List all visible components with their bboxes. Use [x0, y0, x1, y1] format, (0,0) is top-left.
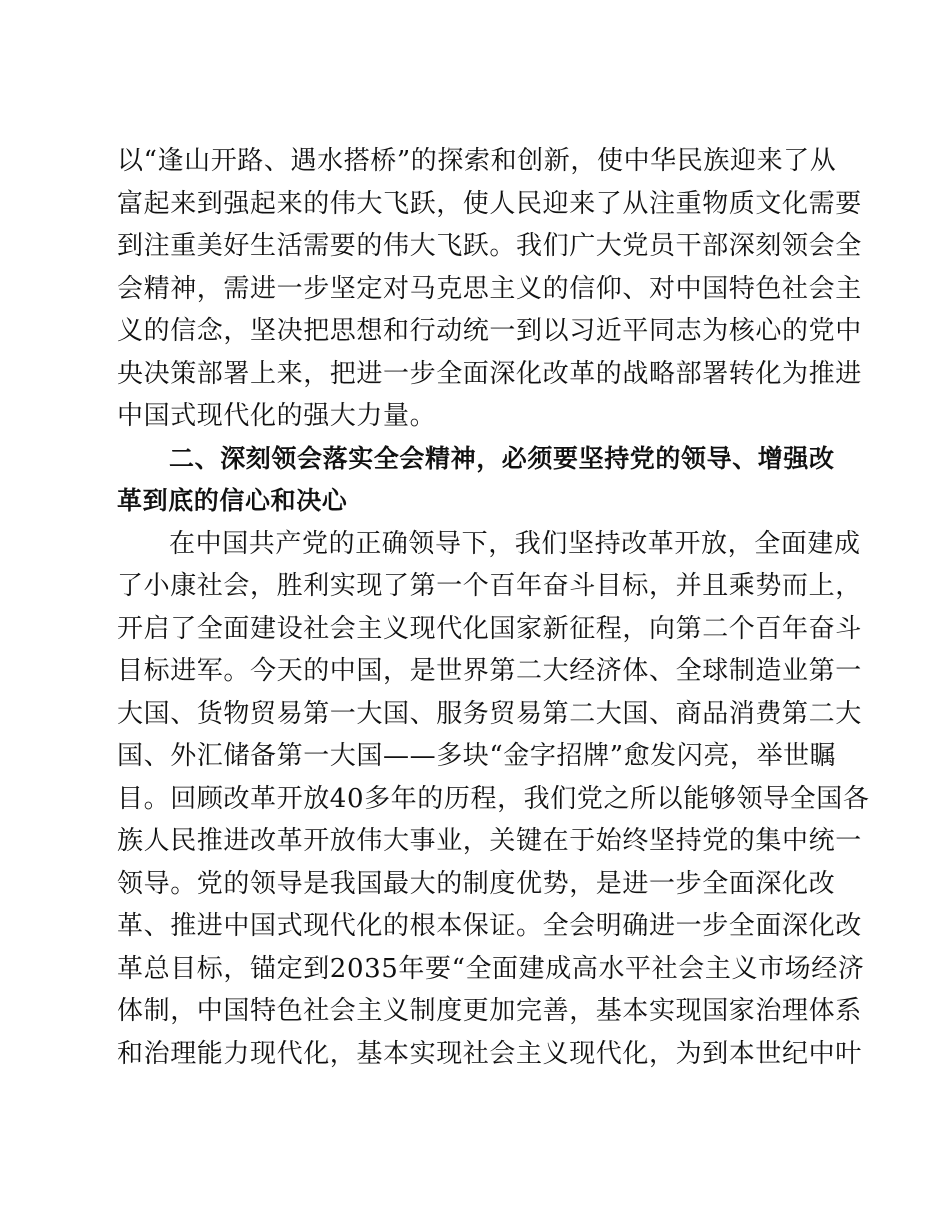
paragraph-line: 央决策部署上来，把进一步全面深化改革的战略部署转化为推进: [117, 358, 862, 389]
paragraph-line: 目。回顾改革开放40多年的历程，我们党之所以能够领导全国各: [117, 783, 870, 814]
paragraph-line: 富起来到强起来的伟大飞跃，使人民迎来了从注重物质文化需要: [117, 188, 862, 219]
paragraph-line: 大国、货物贸易第一大国、服务贸易第二大国、商品消费第二大: [117, 698, 862, 729]
paragraph-line: 体制，中国特色社会主义制度更加完善，基本实现国家治理体系: [117, 996, 862, 1026]
paragraph-line: 革总目标，锚定到2035年要“全面建成高水平社会主义市场经济: [117, 953, 865, 984]
paragraph-line: 义的信念，坚决把思想和行动统一到以习近平同志为核心的党中: [117, 316, 862, 346]
paragraph-line: 以“逢山开路、遇水搭桥”的探索和创新，使中华民族迎来了从: [117, 146, 837, 176]
section-heading-continued: 革到底的信心和决心: [117, 486, 348, 515]
paragraph-line: 目标进军。今天的中国，是世界第二大经济体、全球制造业第一: [117, 656, 862, 686]
paragraph-line: 领导。党的领导是我国最大的制度优势，是进一步全面深化改: [117, 868, 836, 899]
document-body: [117, 140, 870, 1075]
paragraph-line: 族人民推进改革开放伟大事业，关键在于始终坚持党的集中统一: [117, 826, 862, 856]
paragraph-line: 中国式现代化的强大力量。: [117, 401, 437, 431]
paragraph-line: 了小康社会，胜利实现了第一个百年奋斗目标，并且乘势而上，: [117, 571, 862, 601]
paragraph-line: 革、推进中国式现代化的根本保证。全会明确进一步全面深化改: [117, 911, 862, 941]
paragraph-line: 和治理能力现代化，基本实现社会主义现代化，为到本世纪中叶: [117, 1038, 862, 1069]
paragraph-line: 会精神，需进一步坚定对马克思主义的信仰、对中国特色社会主: [117, 273, 862, 304]
section-heading: 二、深刻领会落实全会精神，必须要坚持党的领导、增强改: [169, 443, 835, 473]
paragraph-line: 国、外汇储备第一大国——多块“金字招牌”愈发闪亮，举世瞩: [117, 741, 837, 771]
paragraph-line: 到注重美好生活需要的伟大飞跃。我们广大党员干部深刻领会全: [117, 231, 862, 261]
paragraph-line: 开启了全面建设社会主义现代化国家新征程，向第二个百年奋斗: [117, 613, 862, 644]
paragraph-line: 在中国共产党的正确领导下，我们坚持改革开放，全面建成: [169, 528, 861, 559]
